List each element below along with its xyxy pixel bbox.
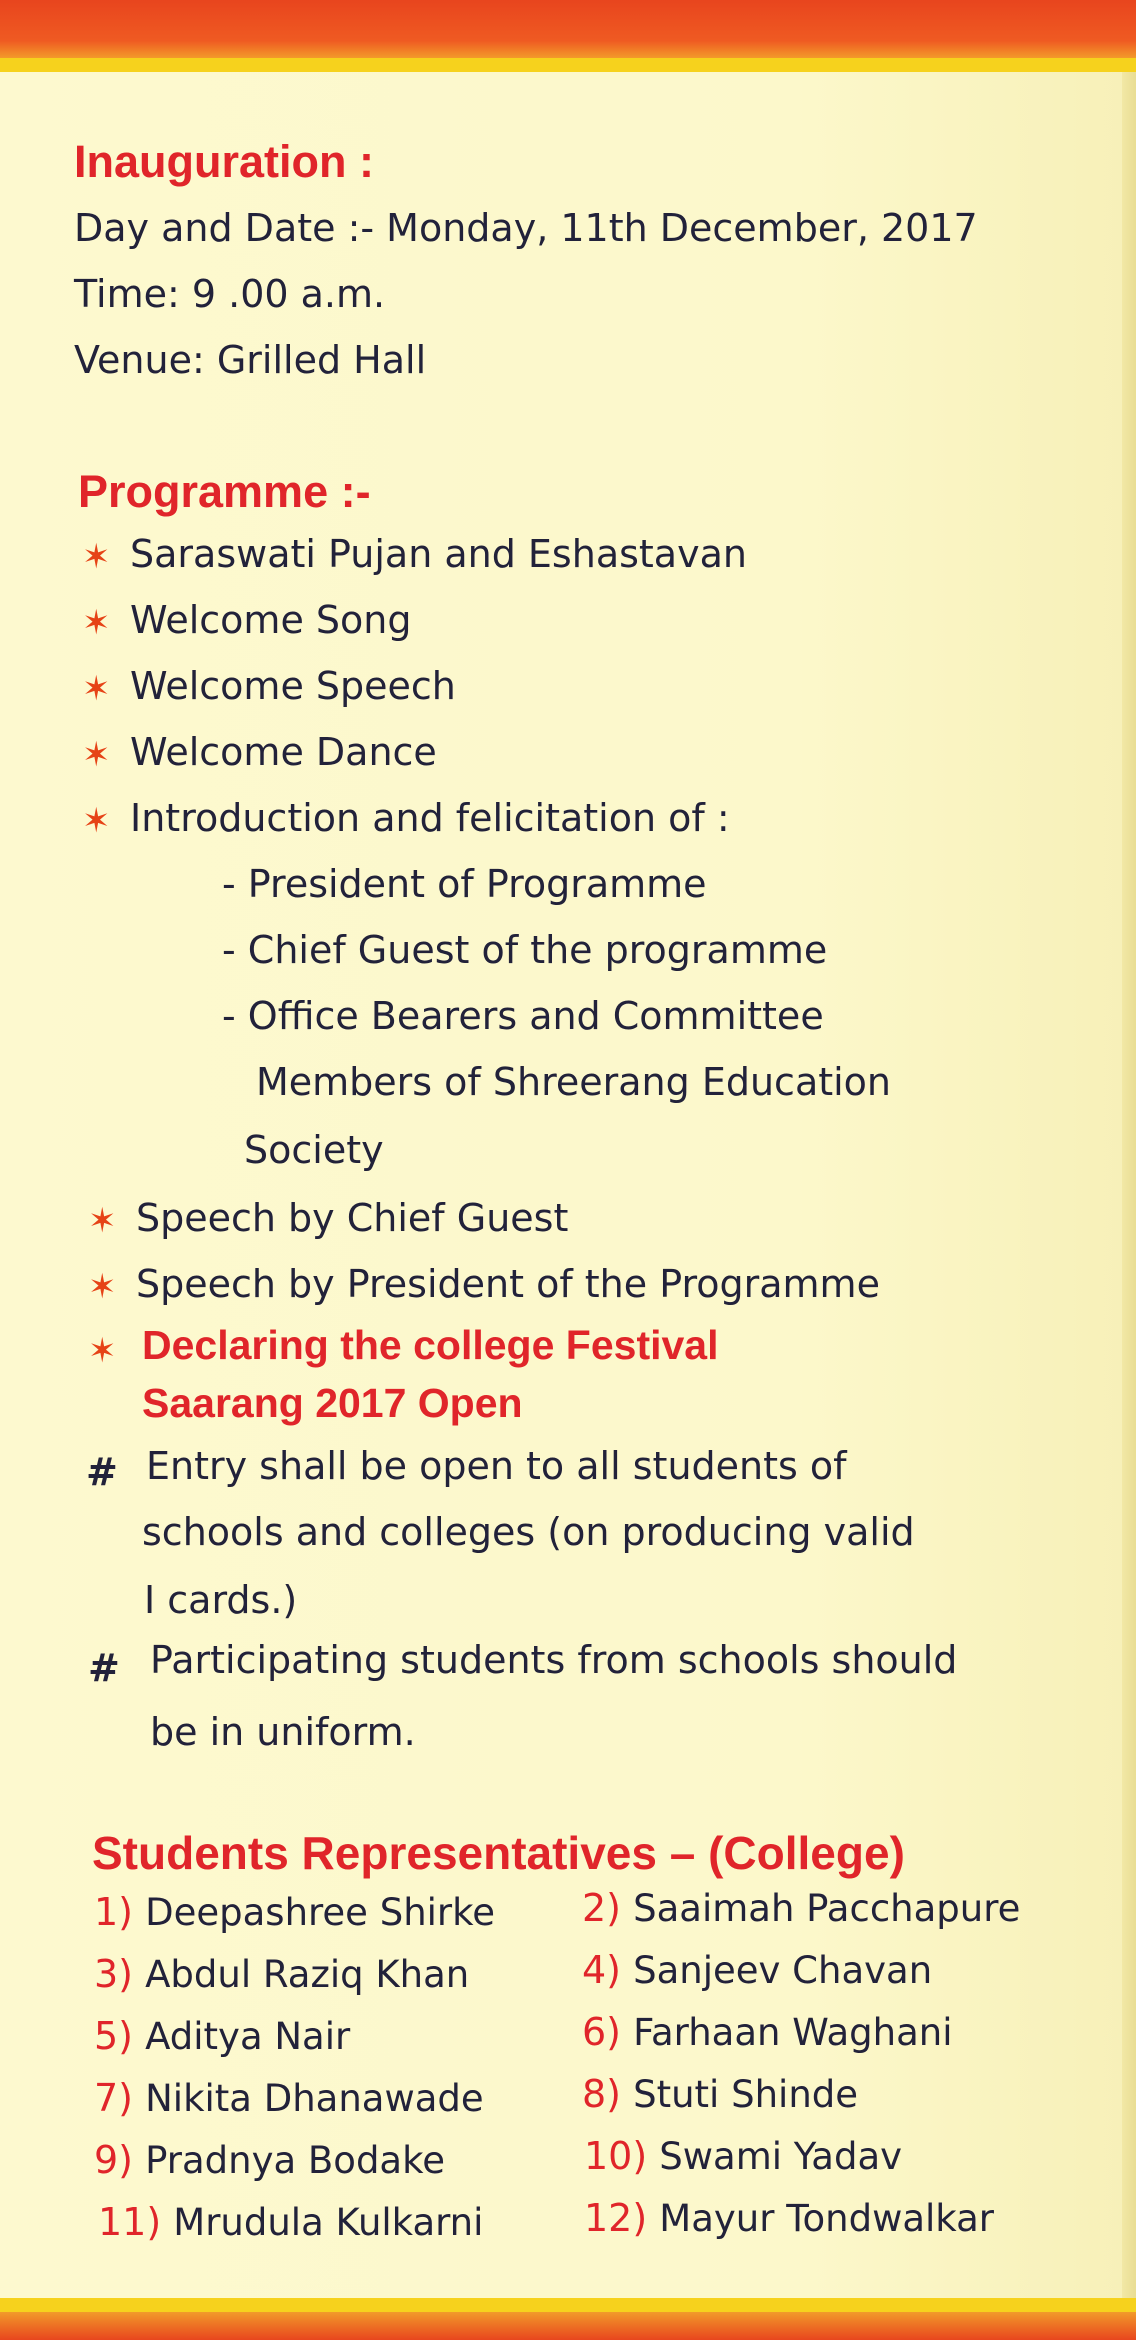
rep-name: Mrudula Kulkarni	[173, 2201, 484, 2244]
inauguration-time: Time: 9 .00 a.m.	[74, 272, 386, 316]
star-icon: ✶	[88, 1267, 117, 1307]
representative-right	[582, 1886, 1020, 1930]
rep-number: 3)	[94, 1952, 134, 1996]
hash-icon: #	[88, 1646, 120, 1690]
rep-number: 1)	[94, 1890, 134, 1934]
representative-right	[582, 2072, 858, 2116]
declaring-line: Saarang 2017 Open	[142, 1380, 523, 1426]
representative-right	[582, 2010, 952, 2054]
rep-number: 8)	[582, 2072, 622, 2116]
note-line: schools and colleges (on producing valid	[142, 1510, 915, 1554]
rep-name: Swami Yadav	[659, 2135, 903, 2178]
rep-number: 11)	[98, 2200, 162, 2244]
note-line: be in uniform.	[150, 1710, 416, 1754]
star-icon: ✶	[88, 1201, 117, 1241]
representative-right	[584, 2196, 994, 2240]
programme-item: Welcome Song	[130, 598, 412, 642]
note-line: I cards.)	[144, 1578, 298, 1622]
programme-sub-item: - President of Programme	[222, 862, 707, 906]
programme-item: Speech by Chief Guest	[136, 1196, 569, 1240]
star-icon: ✶	[82, 735, 111, 775]
rep-number: 9)	[94, 2138, 134, 2182]
inauguration-heading: Inauguration :	[74, 136, 374, 187]
programme-sub-item: Society	[244, 1128, 384, 1172]
rep-number: 10)	[584, 2134, 648, 2178]
inauguration-date: Day and Date :- Monday, 11th December, 2017	[74, 206, 978, 250]
hash-icon: #	[86, 1450, 118, 1494]
star-icon: ✶	[88, 1331, 117, 1371]
programme-item: Speech by President of the Programme	[136, 1262, 880, 1306]
star-icon: ✶	[82, 537, 111, 577]
rep-name: Stuti Shinde	[633, 2073, 859, 2116]
rep-number: 5)	[94, 2014, 134, 2058]
programme-sub-item: - Chief Guest of the programme	[222, 928, 828, 972]
rep-name: Pradnya Bodake	[145, 2139, 445, 2182]
star-icon: ✶	[82, 603, 111, 643]
programme-item: Saraswati Pujan and Eshastavan	[130, 532, 747, 576]
representative-left	[94, 2138, 445, 2182]
representatives-heading: Students Representatives – (College)	[92, 1827, 905, 1879]
rep-name: Mayur Tondwalkar	[659, 2197, 994, 2240]
rep-name: Abdul Raziq Khan	[145, 1953, 470, 1996]
representative-right	[584, 2134, 902, 2178]
programme-sub-item: - Office Bearers and Committee	[222, 994, 824, 1038]
rep-name: Deepashree Shirke	[145, 1891, 496, 1934]
rep-number: 12)	[584, 2196, 648, 2240]
star-icon: ✶	[82, 669, 111, 709]
star-icon: ✶	[82, 801, 111, 841]
programme-sub-item: Members of Shreerang Education	[256, 1060, 892, 1104]
representative-right	[582, 1948, 932, 1992]
inauguration-venue: Venue: Grilled Hall	[74, 338, 427, 382]
rep-number: 6)	[582, 2010, 622, 2054]
programme-item: Welcome Speech	[130, 664, 456, 708]
representative-left	[94, 2014, 350, 2058]
note-line: Participating students from schools should	[150, 1638, 958, 1682]
declaring-line: Declaring the college Festival	[142, 1322, 719, 1368]
programme-item: Welcome Dance	[130, 730, 437, 774]
rep-name: Farhaan Waghani	[633, 2011, 953, 2054]
rep-name: Nikita Dhanawade	[145, 2077, 484, 2120]
note-line: Entry shall be open to all students of	[146, 1444, 847, 1488]
representative-left	[94, 1952, 469, 1996]
rep-name: Saaimah Pacchapure	[633, 1887, 1021, 1930]
programme-heading: Programme :-	[78, 466, 371, 517]
rep-number: 4)	[582, 1948, 622, 1992]
rep-number: 2)	[582, 1886, 622, 1930]
rep-name: Sanjeev Chavan	[633, 1949, 933, 1992]
rep-name: Aditya Nair	[145, 2015, 351, 2058]
representative-left	[94, 1890, 495, 1934]
rep-number: 7)	[94, 2076, 134, 2120]
programme-item: Introduction and felicitation of :	[130, 796, 730, 840]
representative-left	[98, 2200, 483, 2244]
representative-left	[94, 2076, 484, 2120]
